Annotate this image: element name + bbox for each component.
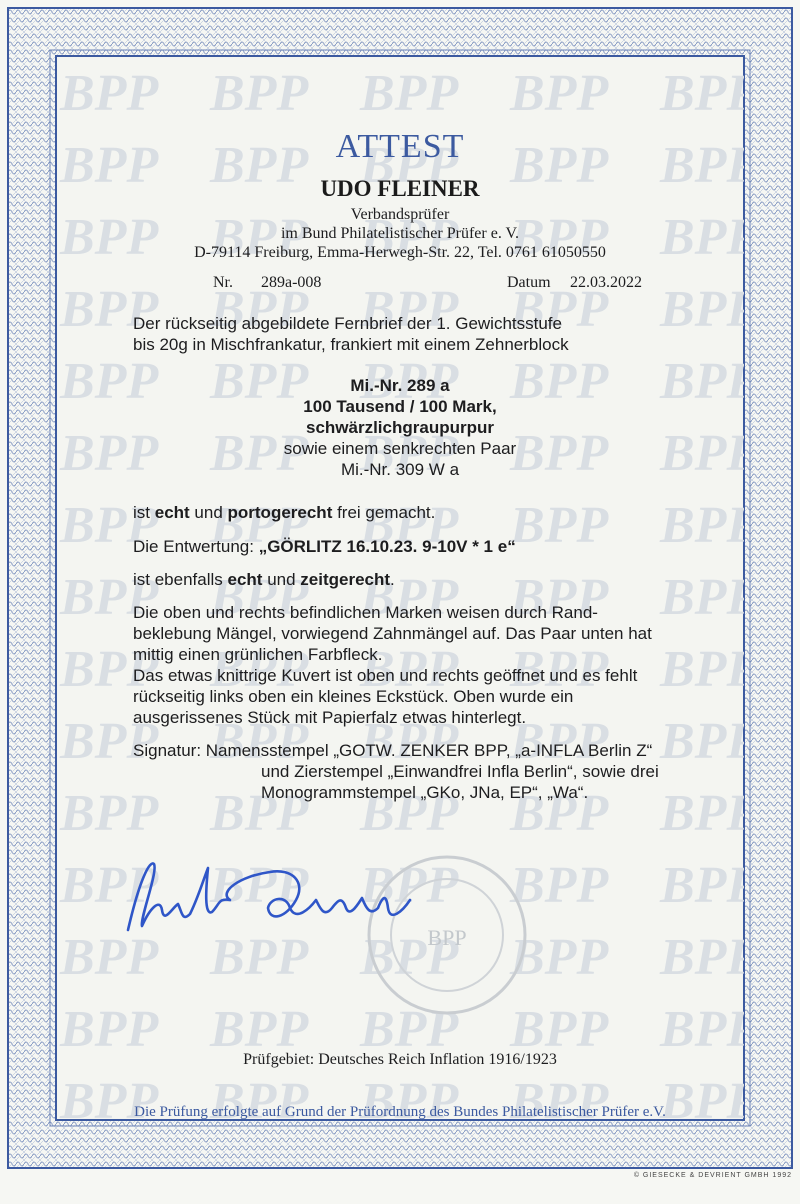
bold-text: echt [227,570,263,589]
verdict-genuine [133,502,693,523]
stamp-pair-note: sowie einem senkrechten Paar [283,439,517,458]
stamp-description [0,375,800,480]
seal-text: BPP [427,925,467,950]
text: Die Entwertung: [133,537,259,556]
remarks-line: rückseitig links oben ein kleines Eckstück. Oben wurde ein [133,687,574,706]
signature-note [133,740,713,803]
examination-basis: Die Prüfung erfolgte auf Grund der Prüfordnung des Bundes Philatelistischer Prüfer e.V. [134,1104,666,1120]
examiner-role: Verbandsprüfer [350,206,450,223]
examiner-name: UDO FLEINER [320,176,480,201]
intro-line: Der rückseitig abgebildete Fernbrief der 1. Gewichtsstufe [133,314,562,333]
text: . [390,570,395,589]
remarks [133,602,713,728]
text: frei gemacht. [332,503,436,522]
date-label: Datum [507,274,551,291]
text: ist [133,503,155,522]
signature-note-line: Signatur: Namensstempel „GOTW. ZENKER BPP, „a-INFLA Berlin Z“ [133,741,653,760]
text: und [189,503,228,522]
date-value: 22.03.2022 [570,274,642,291]
stamp-pair-number: Mi.-Nr. 309 W a [340,460,460,479]
bold-text: zeitgerecht [300,570,391,589]
intro-text [133,313,693,355]
text: ist ebenfalls [133,570,228,589]
verdict-timely [133,569,693,590]
verdict-cancellation [133,536,693,557]
stamp-catalog-number: Mi.-Nr. 289 a [350,376,450,395]
printer-copyright: © GIESECKE & DEVRIENT GMBH 1992 [633,1172,792,1179]
remarks-line: mittig einen grünlichen Farbfleck. [133,645,383,664]
text: und [262,570,301,589]
address: D-79114 Freiburg, Emma-Herwegh-Str. 22, Tel. 0761 61050550 [194,244,606,261]
stamp-denomination: 100 Tausend / 100 Mark, [303,397,497,416]
document-title: ATTEST [335,128,465,165]
remarks-line: beklebung Mängel, vorwiegend Zahnmängel auf. Das Paar unten hat [133,624,652,643]
bold-text: echt [154,503,190,522]
bold-text: portogerecht [227,503,333,522]
intro-line: bis 20g in Mischfrankatur, frankiert mit einem Zehnerblock [133,335,569,354]
remarks-line: ausgerissenes Stück mit Papierfalz etwas hinterlegt. [133,708,527,727]
bold-text: „GÖRLITZ 16.10.23. 9-10V * 1 e“ [258,537,516,556]
association: im Bund Philatelistischer Prüfer e. V. [280,225,520,242]
signature-note-line: Monogrammstempel „GKo, JNa, EP“, „Wa“. [261,783,589,802]
remarks-line: Die oben und rechts befindlichen Marken weisen durch Rand- [133,603,598,622]
stamp-color: schwärzlichgraupurpur [306,418,494,437]
signature-note-line: und Zierstempel „Einwandfrei Infla Berlin“, sowie drei [261,762,659,781]
examination-scope: Prüfgebiet: Deutsches Reich Inflation 1916/1923 [243,1051,557,1068]
remarks-line: Das etwas knittrige Kuvert ist oben und rechts geöffnet und es fehlt [133,666,638,685]
handwritten-signature [120,838,420,948]
nr-value: 289a-008 [261,274,322,291]
nr-label: Nr. [213,274,233,291]
